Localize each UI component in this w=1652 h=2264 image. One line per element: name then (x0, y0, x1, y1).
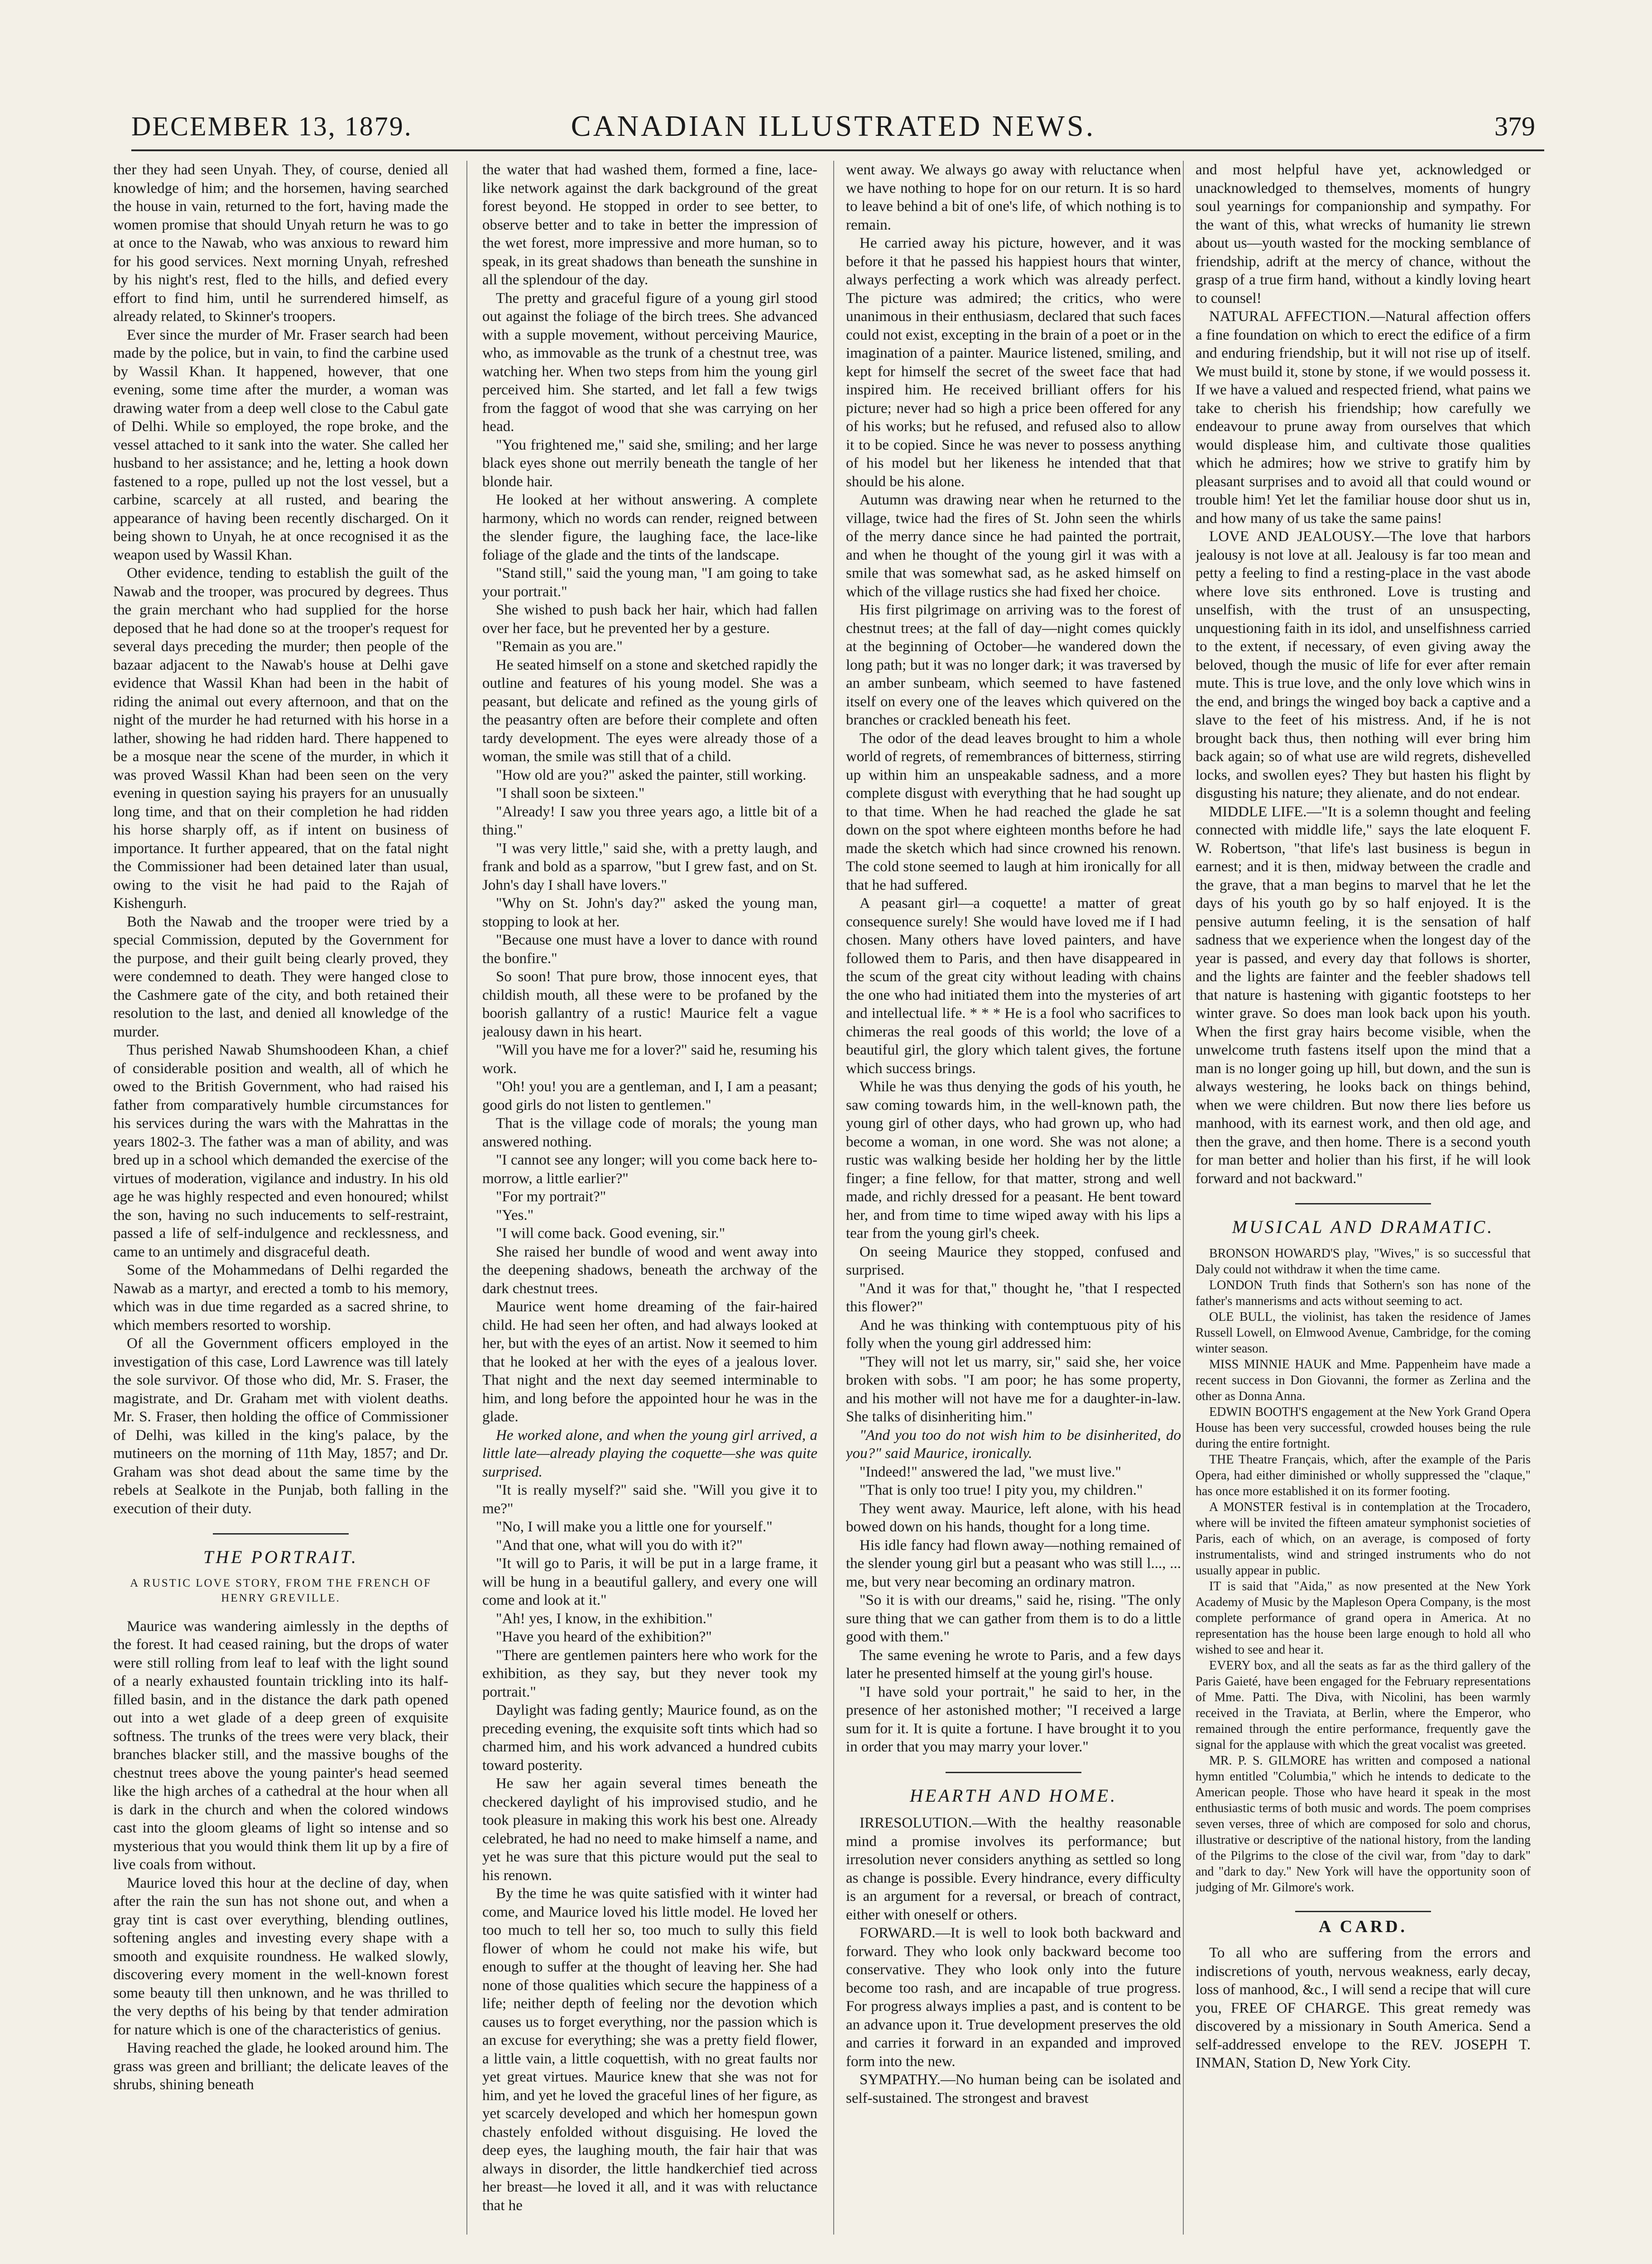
news-item: BRONSON HOWARD'S play, "Wives," is so successful that Daly could not withdraw it when the time came. (1196, 1246, 1531, 1276)
paragraph: Of all the Government officers employed in the investigation of this case, Lord Lawrence was till lately the sole survivor. Of those who did, Mr. S. Fraser, the magistrate, and Dr. Graham met with violent deaths. Mr. S. Fraser, then holding the office of Commissioner of Delhi, was killed in the king's palace, by the mutineers on the morning of 11th May, 1857; and Dr. Graham was shot dead about the same time by the rebels at Sealkote in the Punjab, both falling in the execution of their duty. (113, 1335, 448, 1517)
paragraph: A peasant girl—a coquette! a matter of great consequence surely! She would have loved me if I had chosen. Many others have loved painters, and have followed them to Paris, and then have disappeared in the scum of the great city without leading with chains the one who had initiated them into the mysteries of art and intellectual life. * * * He is a fool who sacrifices to chimeras the real goods of this world; the love of a beautiful girl, the glory which talent gives, the fortune which success brings. (846, 895, 1181, 1077)
section-rule (213, 1533, 349, 1535)
column-divider (833, 161, 834, 2235)
paragraph: "And that one, what will you do with it?" (496, 1537, 743, 1554)
paragraph: IRRESOLUTION.—With the healthy reasonable mind a promise involves its performance; but irresolution never considers anything as settled so long as change is possible. Every hindrance, every difficulty is an argument for a reversal, or breach of contract, either with oneself or others. (846, 1815, 1181, 1923)
paragraph: ther they had seen Unyah. They, of course, denied all knowledge of him; and the horsemen, having searched the house in vain, returned to the fort, having made the women promise that should Unyah return he was to go at once to the Nawab, who was anxious to reward him for his good services. Next morning Unyah, refreshed by his night's rest, fled to the hills, and defied every effort to find him, until he surrendered himself, as already related, to Skinner's troopers. (113, 162, 448, 325)
paragraph: He looked at her without answering. A complete harmony, which no words can render, reigned between the slender figure, the laughing face, the lace-like foliage of the glade and the tints of the landscape. (482, 492, 817, 563)
paragraph: They went away. Maurice, left alone, with his head bowed down on his hands, thought for a long time. (846, 1500, 1181, 1535)
paragraph: and most helpful have yet, acknowledged or unacknowledged to themselves, moments of hungry soul yearnings for companionship and sympathy. For the want of this, what wrecks of humanity lie strewn about us—youth wasted for the mocking semblance of friendship, adrift at the mercy of chance, without the grasp of a true firm hand, without a kindly loving heart to counsel! (1196, 162, 1531, 307)
paragraph: He carried away his picture, however, and it was before it that he passed his happiest hours that winter, always perfecting a work which was already perfect. The picture was admired; the critics, who were unanimous in their enthusiasm, declared that such faces could not exist, excepting in the brain of a poet or in the imagination of a painter. Maurice listened, smiling, and kept for himself the secret of the sweet face that had inspired him. He received brilliant offers for his picture; never had so high a price been offered for any of his works; but he refused, and refused also to allow it to be copied. Since he was never to possess anything of his model but her likeness he intended that that should be his alone. (846, 235, 1181, 490)
news-item: LONDON Truth finds that Sothern's son has none of the father's mannerisms and acts without seeming to act. (1196, 1278, 1531, 1308)
paragraph: "Why on St. John's day?" asked the young man, stopping to look at her. (482, 895, 817, 930)
paragraph: "It will go to Paris, it will be put in a large frame, it will be hung in a beautiful gallery, and every one will come and look at it." (482, 1555, 817, 1608)
masthead-rule (131, 149, 1544, 151)
masthead (131, 106, 1535, 147)
paragraph: "I cannot see any longer; will you come back here to-morrow, a little earlier?" (482, 1152, 817, 1187)
paragraph: Maurice loved this hour at the decline of day, when after the rain the sun has not shone out, and when a gray tint is cast over everything, blending outlines, softening angles and investing every shape with a smooth and exquisite roundness. He walked slowly, discovering every moment in the well-known forest some beauty till then unknown, and he was thrilled to the very depths of his being by that tender admiration for nature which is one of the characteristics of genius. (113, 1875, 448, 2038)
story-subtitle: A RUSTIC LOVE STORY, FROM THE FRENCH OF HENRY GREVILLE. (130, 1577, 432, 1604)
news-item: EDWIN BOOTH'S engagement at the New York Grand Opera House has been very successful, crowded houses being the rule during the entire fortnight. (1196, 1405, 1531, 1451)
section-heading-hearth-and-home: HEARTH AND HOME. (909, 1785, 1118, 1806)
paragraph: "Yes." (496, 1207, 534, 1223)
column-2 (482, 161, 817, 2235)
paragraph: "You frightened me," said she, smiling; and her large black eyes shone out merrily beneath the tangle of her blonde hair. (482, 436, 817, 490)
paragraph: Maurice went home dreaming of the fair-haired child. He had seen her often, and had always looked at her, but with the eyes of an artist. Now it seemed to him that he looked at her with the eyes of a jealous lover. That night and the next day seemed interminable to him, and long before the appointed hour he was in the glade. (482, 1299, 817, 1425)
paragraph: "It is really myself?" said she. "Will you give it to me?" (482, 1482, 817, 1517)
news-item: OLE BULL, the violinist, has taken the residence of James Russell Lowell, on Elmwood Avenue, Cambridge, for the coming winter season. (1196, 1309, 1531, 1356)
section-rule (1295, 1203, 1431, 1204)
column-1 (113, 161, 448, 2235)
news-item: EVERY box, and all the seats as far as the third gallery of the Paris Gaieté, have been engaged for the February representations of Mme. Patti. The Diva, with Nicolini, has been warmly received in the Traviata, at Berlin, where the Emperor, who remained through the entire performance, frequently gave the signal for the applause with which the great vocalist was greeted. (1196, 1658, 1531, 1752)
paragraph: "I have sold your portrait," he said to her, in the presence of her astonished mother; "I received a large sum for it. It is quite a fortune. I have brought it to you in order that you may marry your lover." (846, 1684, 1181, 1755)
paragraph: "And you too do not wish him to be disinherited, do you?" said Maurice, ironically. (846, 1427, 1181, 1462)
paragraph: That is the village code of morals; the young man answered nothing. (482, 1115, 817, 1150)
column-divider (1183, 161, 1184, 2235)
paragraph: Ever since the murder of Mr. Fraser search had been made by the police, but in vain, to find the carbine used by Wassil Khan. It happened, however, that one evening, some time after the murder, a woman was drawing water from a deep well close to the Cabul gate of Delhi. While so employed, the rope broke, and the vessel attached to it sank into the water. She called her husband to her assistance; and he, letting a hook down fastened to a rope, pulled up not the lost vessel, but a carbine, scarcely at all rusted, and bearing the appearance of having been recently discharged. On it being shown to Unyah, he at once recognised it as the weapon used by Wassil Khan. (113, 326, 448, 563)
paragraph: "I was very little," said she, with a pretty laugh, and frank and bold as a sparrow, "but I grew fast, and on St. John's day I shall have lovers." (482, 840, 817, 893)
paragraph: "Indeed!" answered the lad, "we must live." (860, 1463, 1122, 1480)
paragraph: So soon! That pure brow, those innocent eyes, that childish mouth, all these were to be profaned by the boorish gallantry of a rustic! Maurice felt a vague jealousy dawn in his heart. (482, 969, 817, 1040)
paragraph: MIDDLE LIFE.—"It is a solemn thought and feeling connected with middle life," says the late eloquent F. W. Robertson, "that life's last business is begun in earnest; and it is then, midway between the cradle and the grave, that a man begins to marvel that he let the days of his youth go by so half enjoyed. It is the pensive autumn feeling, it is the sensation of half sadness that we experience when the longest day of the year is passed, and every day that follows is shorter, and the lights are fainter and the feebler shadows tell that nature is hastening with gigantic footsteps to her winter grave. So does man look back upon his youth. When the first gray hairs become visible, when the unwelcome truth fastens itself upon the mind that a man is no longer going up hill, but down, and the sun is always westering, he looks back on things behind, when we were children. But now there lies before us manhood, with its earnest work, and then old age, and then the grave, and then home. There is a second youth for man better and holier than his first, if he will look forward and not backward." (1196, 803, 1531, 1187)
story-title: THE PORTRAIT. (203, 1547, 359, 1567)
page-number: 379 (1494, 111, 1535, 141)
section-rule (1295, 1911, 1431, 1912)
paragraph: "Because one must have a lover to dance with round the bonfire." (482, 932, 817, 967)
paragraph: SYMPATHY.—No human being can be isolated and self-sustained. The strongest and bravest (846, 2072, 1181, 2106)
paragraph: Autumn was drawing near when he returned to the village, twice had the fires of St. John seen the whirls of the merry dance since he had painted the portrait, and when he thought of the young girl it was with a smile that was somewhat sad, as he asked himself on which of the village rustics she had fixed her choice. (846, 492, 1181, 600)
paragraph: "For my portrait?" (496, 1189, 606, 1205)
paragraph: "No, I will make you a little one for yourself." (496, 1519, 773, 1535)
paragraph: Thus perished Nawab Shumshoodeen Khan, a chief of considerable position and wealth, all of which he owed to the British Government, who had raised his father from comparatively humble circumstances for his services during the wars with the Mahrattas in the years 1802-3. The father was a man of ability, and was bred up in a school which demanded the exercise of the virtues of moderation, vigilance and industry. In his old age he was highly respected and even honoured; whilst the son, having no such inducements to self-restraint, passed a life of self-indulgence and recklessness, and came to an untimely and disgraceful death. (113, 1042, 448, 1260)
column-divider (466, 161, 467, 2235)
paragraph: On seeing Maurice they stopped, confused and surprised. (846, 1243, 1181, 1278)
paragraph: "And it was for that," thought he, "that I respected this flower?" (846, 1280, 1181, 1315)
paragraph: "Have you heard of the exhibition?" (496, 1629, 712, 1645)
paragraph: His first pilgrimage on arriving was to the forest of chestnut trees; at the fall of day—night comes quickly at the beginning of October—he wandered down the long path; but it was no longer dark; it was traversed by an amber sunbeam, which seemed to have fastened itself on every one of the leaves which quivered on the branches or crackled beneath his feet. (846, 602, 1181, 728)
paragraph: "Will you have me for a lover?" said he, resuming his work. (482, 1042, 817, 1077)
news-item: THE Theatre Français, which, after the example of the Paris Opera, had either diminished or wholly suppressed the "claque," has once more established it on its former footing. (1196, 1452, 1531, 1498)
column-4 (1196, 161, 1531, 2235)
newspaper-title: CANADIAN ILLUSTRATED NEWS. (571, 110, 1096, 143)
paragraph: "Already! I saw you three years ago, a little bit of a thing." (482, 803, 817, 838)
news-item: MISS MINNIE HAUK and Mme. Pappenheim have made a recent success in Don Giovanni, the former as Zerlina and the other as Donna Anna. (1196, 1357, 1531, 1403)
paragraph: Daylight was fading gently; Maurice found, as on the preceding evening, the exquisite soft tints which had so charmed him, and his work advanced a hundred cubits toward posterity. (482, 1702, 817, 1774)
paragraph: The same evening he wrote to Paris, and a few days later he presented himself at the young girl's house. (846, 1647, 1181, 1682)
advertisement-text: To all who are suffering from the errors and indiscretions of youth, nervous weakness, early decay, loss of manhood, &c., I will send a recipe that will cure you, FREE OF CHARGE. This great remedy was discovered by a missionary in South America. Send a self-addressed envelope to the REV. JOSEPH T. INMAN, Station D, New York City. (1196, 1945, 1531, 2071)
paragraph: While he was thus denying the gods of his youth, he saw coming towards him, in the well-known path, the young girl of other days, who had grown up, who had become a woman, in one word. She was not alone; a rustic was walking beside her holding her by the little finger; a fine fellow, for that matter, strong and well made, and richly dressed for a peasant. He bent toward her, and from time to time wiped away with his lips a tear from the young girl's cheek. (846, 1079, 1181, 1242)
paragraph: And he was thinking with contemptuous pity of his folly when the young girl addressed him: (846, 1317, 1181, 1352)
news-item: IT is said that "Aida," as now presented at the New York Academy of Music by the Mapleson Opera Company, is the most complete performance of grand opera in America. At no representation has the house been large enough to hold all who wished to see and hear it. (1196, 1579, 1531, 1657)
news-item: A MONSTER festival is in contemplation at the Trocadero, where will be invited the fifteen amateur symphonist societies of Paris, each of which, on an average, is composed of forty instrumentalists, wind and stringed instruments who do not usually appear in public. (1196, 1500, 1531, 1578)
paragraph: The odor of the dead leaves brought to him a whole world of regrets, of remembrances of bitterness, stirring up within him an unspeakable sadness, and a more complete disgust with everything that he had sought up to that time. When he had reached the glade he sat down on the spot where eighteen months before he had made the sketch which had since crowned his renown. The cold stone seemed to laugh at him ironically for all that he had suffered. (846, 730, 1181, 893)
news-item: MR. P. S. GILMORE has written and composed a national hymn entitled "Columbia," which he intends to dedicate to the American people. Those who have heard it speak in the most enthusiastic terms of both music and words. The poem comprises seven verses, three of which are composed for solo and chorus, illustrative or descriptive of the national history, from the landing of the Pilgrims to the close of the civil war, from "day to dark" and "dark to day." New York will have the opportunity soon of judging of Mr. Gilmore's work. (1196, 1753, 1531, 1895)
paragraph: went away. We always go away with reluctance when we have nothing to hope for on our return. It is so hard to leave behind a bit of one's life, of which nothing is to remain. (846, 162, 1181, 233)
paragraph: He worked alone, and when the young girl arrived, a little late—already playing the coquette—she was quite surprised. (482, 1427, 817, 1480)
paragraph: the water that had washed them, formed a fine, lace-like network against the dark background of the great forest beyond. He stopped in order to see better, to observe better and to take in better the impression of the wet forest, more impressive and more human, so to speak, in its great shadows than beneath the sunshine in all the splendour of the day. (482, 162, 817, 288)
paragraph: Maurice was wandering aimlessly in the depths of the forest. It had ceased raining, but the drops of water were still rolling from leaf to leaf with the light sound of a nearly exhausted fountain trickling into its half-filled basin, and in the distance the dark path opened out into a wet glade of a deep green of exquisite softness. The trunks of the trees were very black, their branches blacker still, and the massive boughs of the chestnut trees above the young painter's head seemed like the high arches of a cathedral at the hour when all is dark in the church and when the colored windows cast into the gloom gleams of light so intense and so mysterious that you would think them lit up by a fire of live coals from without. (113, 1618, 448, 1873)
issue-date: DECEMBER 13, 1879. (131, 111, 413, 141)
column-3 (846, 161, 1181, 2235)
paragraph: "Ah! yes, I know, in the exhibition." (496, 1610, 713, 1627)
section-heading-musical-and-dramatic: MUSICAL AND DRAMATIC. (1232, 1217, 1494, 1237)
paragraph: By the time he was quite satisfied with it winter had come, and Maurice loved his little model. He loved her too much to tell her so, too much to sully this field flower of whom he could not make his wife, but enough to suffer at the thought of leaving her. She had none of those qualities which secure the happiness of a life; neither depth of feeling nor the devotion which causes us to forget everything, nor the passion which is an excuse for everything; she was a pretty field flower, a little vain, a little coquettish, with no great faults nor yet great virtues. Maurice knew that she was not for him, and yet he loved the graceful lines of her figure, as yet scarcely developed and which her homespun gown chastely enfolded without disguising. He loved the deep eyes, the laughing mouth, the fair hair that was always in disorder, the little handkerchief tied across her breast—he loved it all, and it was with reluctance that he (482, 1885, 817, 2214)
paragraph: "Remain as you are." (496, 638, 623, 655)
paragraph: "That is only too true! I pity you, my children." (860, 1482, 1143, 1498)
paragraph: FORWARD.—It is well to look both backward and forward. They who look only backward become too conservative. They who look only into the future become too rash, and are incapable of true progress. For progress always implies a past, and is content to be an advance upon it. True development preserves the old and carries it forward in an expanded and improved form into the new. (846, 1925, 1181, 2070)
paragraph: His idle fancy had flown away—nothing remained of the slender young girl but a peasant who was still l..., ... me, but very near becoming an ordinary matron. (846, 1537, 1181, 1590)
paragraph: NATURAL AFFECTION.—Natural affection offers a fine foundation on which to erect the edifice of a firm and enduring friendship, but it will not rise up of itself. We must build it, stone by stone, if we would possess it. If we have a valued and respected friend, what pains we take to cherish his friendship; how carefully we endeavour to prune away from ourselves that which would displease him, and cultivate those qualities which he admires; how we strive to gratify him by pleasant surprises and to avoid all that could wound or trouble him! Yet let the familiar house door shut us in, and how many of us take the same pains! (1196, 308, 1531, 527)
paragraph: "How old are you?" asked the painter, still working. (496, 767, 807, 783)
paragraph: He seated himself on a stone and sketched rapidly the outline and features of his young model. She was a peasant, but delicate and refined as the young girls of the peasantry often are before their complete and often tardy development. The eyes were already those of a woman, the smile was still that of a child. (482, 657, 817, 765)
paragraph: Both the Nawab and the trooper were tried by a special Commission, deputed by the Government for the purpose, and their guilt being clearly proved, they were condemned to death. They were hanged close to the Cashmere gate of the city, and both retained their resolution to the last, and denied all knowledge of the murder. (113, 913, 448, 1040)
paragraph: The pretty and graceful figure of a young girl stood out against the foliage of the birch trees. She advanced with a supple movement, without perceiving Maurice, who, as immovable as the trunk of a chestnut tree, was watching her. When two steps from him the young girl perceived him. She started, and let fall a few twigs from the faggot of wood that she was carrying on her head. (482, 290, 817, 435)
paragraph: LOVE AND JEALOUSY.—The love that harbors jealousy is not love at all. Jealousy is far too mean and petty a feeling to find a resting-place in the vast abode where love sits enthroned. Love is trusting and unselfish, with the trust of an unsuspecting, unquestioning faith in its idol, and unselfishness carried to the extent, if necessary, of even giving away the beloved, though the music of life for ever after remain mute. This is true love, and the only love which wins in the end, and brings the winged boy back a captive and a slave to the feet of his mistress. And, if he is not brought back thus, then nothing will ever bring him back again; so of what use are wild regrets, dishevelled locks, and swollen eyes? They but hasten his flight by disgusting his nature; they alienate, and do not endear. (1196, 528, 1531, 801)
paragraph: "Stand still," said the young man, "I am going to take your portrait." (482, 565, 817, 600)
section-rule (946, 1772, 1081, 1773)
paragraph: "I will come back. Good evening, sir." (496, 1225, 725, 1242)
paragraph: "There are gentlemen painters here who work for the exhibition, as they say, but they never took my portrait." (482, 1647, 817, 1700)
paragraph: She raised her bundle of wood and went away into the deepening shadows, beneath the archway of the dark chestnut trees. (482, 1243, 817, 1297)
paragraph: She wished to push back her hair, which had fallen over her face, but he prevented her by a gesture. (482, 602, 817, 637)
paragraph: Other evidence, tending to establish the guilt of the Nawab and the trooper, was procured by degrees. Thus the grain merchant who had supplied for the horse deposed that he had done so at the trooper's request for several days preceding the murder; then people of the bazaar adjacent to the Nawab's house at Delhi gave evidence that Wassil Khan had been in the habit of riding the animal out every afternoon, and that on the night of the murder he had returned with his horse in a lather, showing he had ridden hard. There happened to be a mosque near the scene of the murder, in which it was proved Wassil Khan had been seen on the very evening in question saying his prayers for an unusually long time, and that on their completion he had ridden his horse sharply off, as if intent on business of importance. It further appeared, that on the fatal night the Commissioner had been detained later than usual, owing to the visit he had paid to the Rajah of Kishengurh. (113, 565, 448, 911)
paragraph: "They will not let us marry, sir," said she, her voice broken with sobs. "I am poor; he has some property, and his mother will not have me for a daughter-in-law. She talks of disinheriting him." (846, 1353, 1181, 1425)
paragraph: "Oh! you! you are a gentleman, and I, I am a peasant; good girls do not listen to gentlemen." (482, 1079, 817, 1113)
paragraph: "So it is with our dreams," said he, rising. "The only sure thing that we can gather from them is to do a little good with them." (846, 1592, 1181, 1645)
paragraph: "I shall soon be sixteen." (496, 785, 645, 801)
paragraph: Some of the Mohammedans of Delhi regarded the Nawab as a martyr, and erected a tomb to his memory, which was in due time regarded as a sacred shrine, to which members resorted to worship. (113, 1262, 448, 1333)
paragraph: He saw her again several times beneath the checkered daylight of his improvised studio, and he took pleasure in making this work his best one. Already celebrated, he had no need to make himself a name, and yet he was sure that this picture would put the seal to his renown. (482, 1775, 817, 1884)
advertisement-heading: A CARD. (1318, 1917, 1408, 1936)
paragraph: Having reached the glade, he looked around him. The grass was green and brilliant; the delicate leaves of the shrubs, shining beneath (113, 2040, 448, 2093)
